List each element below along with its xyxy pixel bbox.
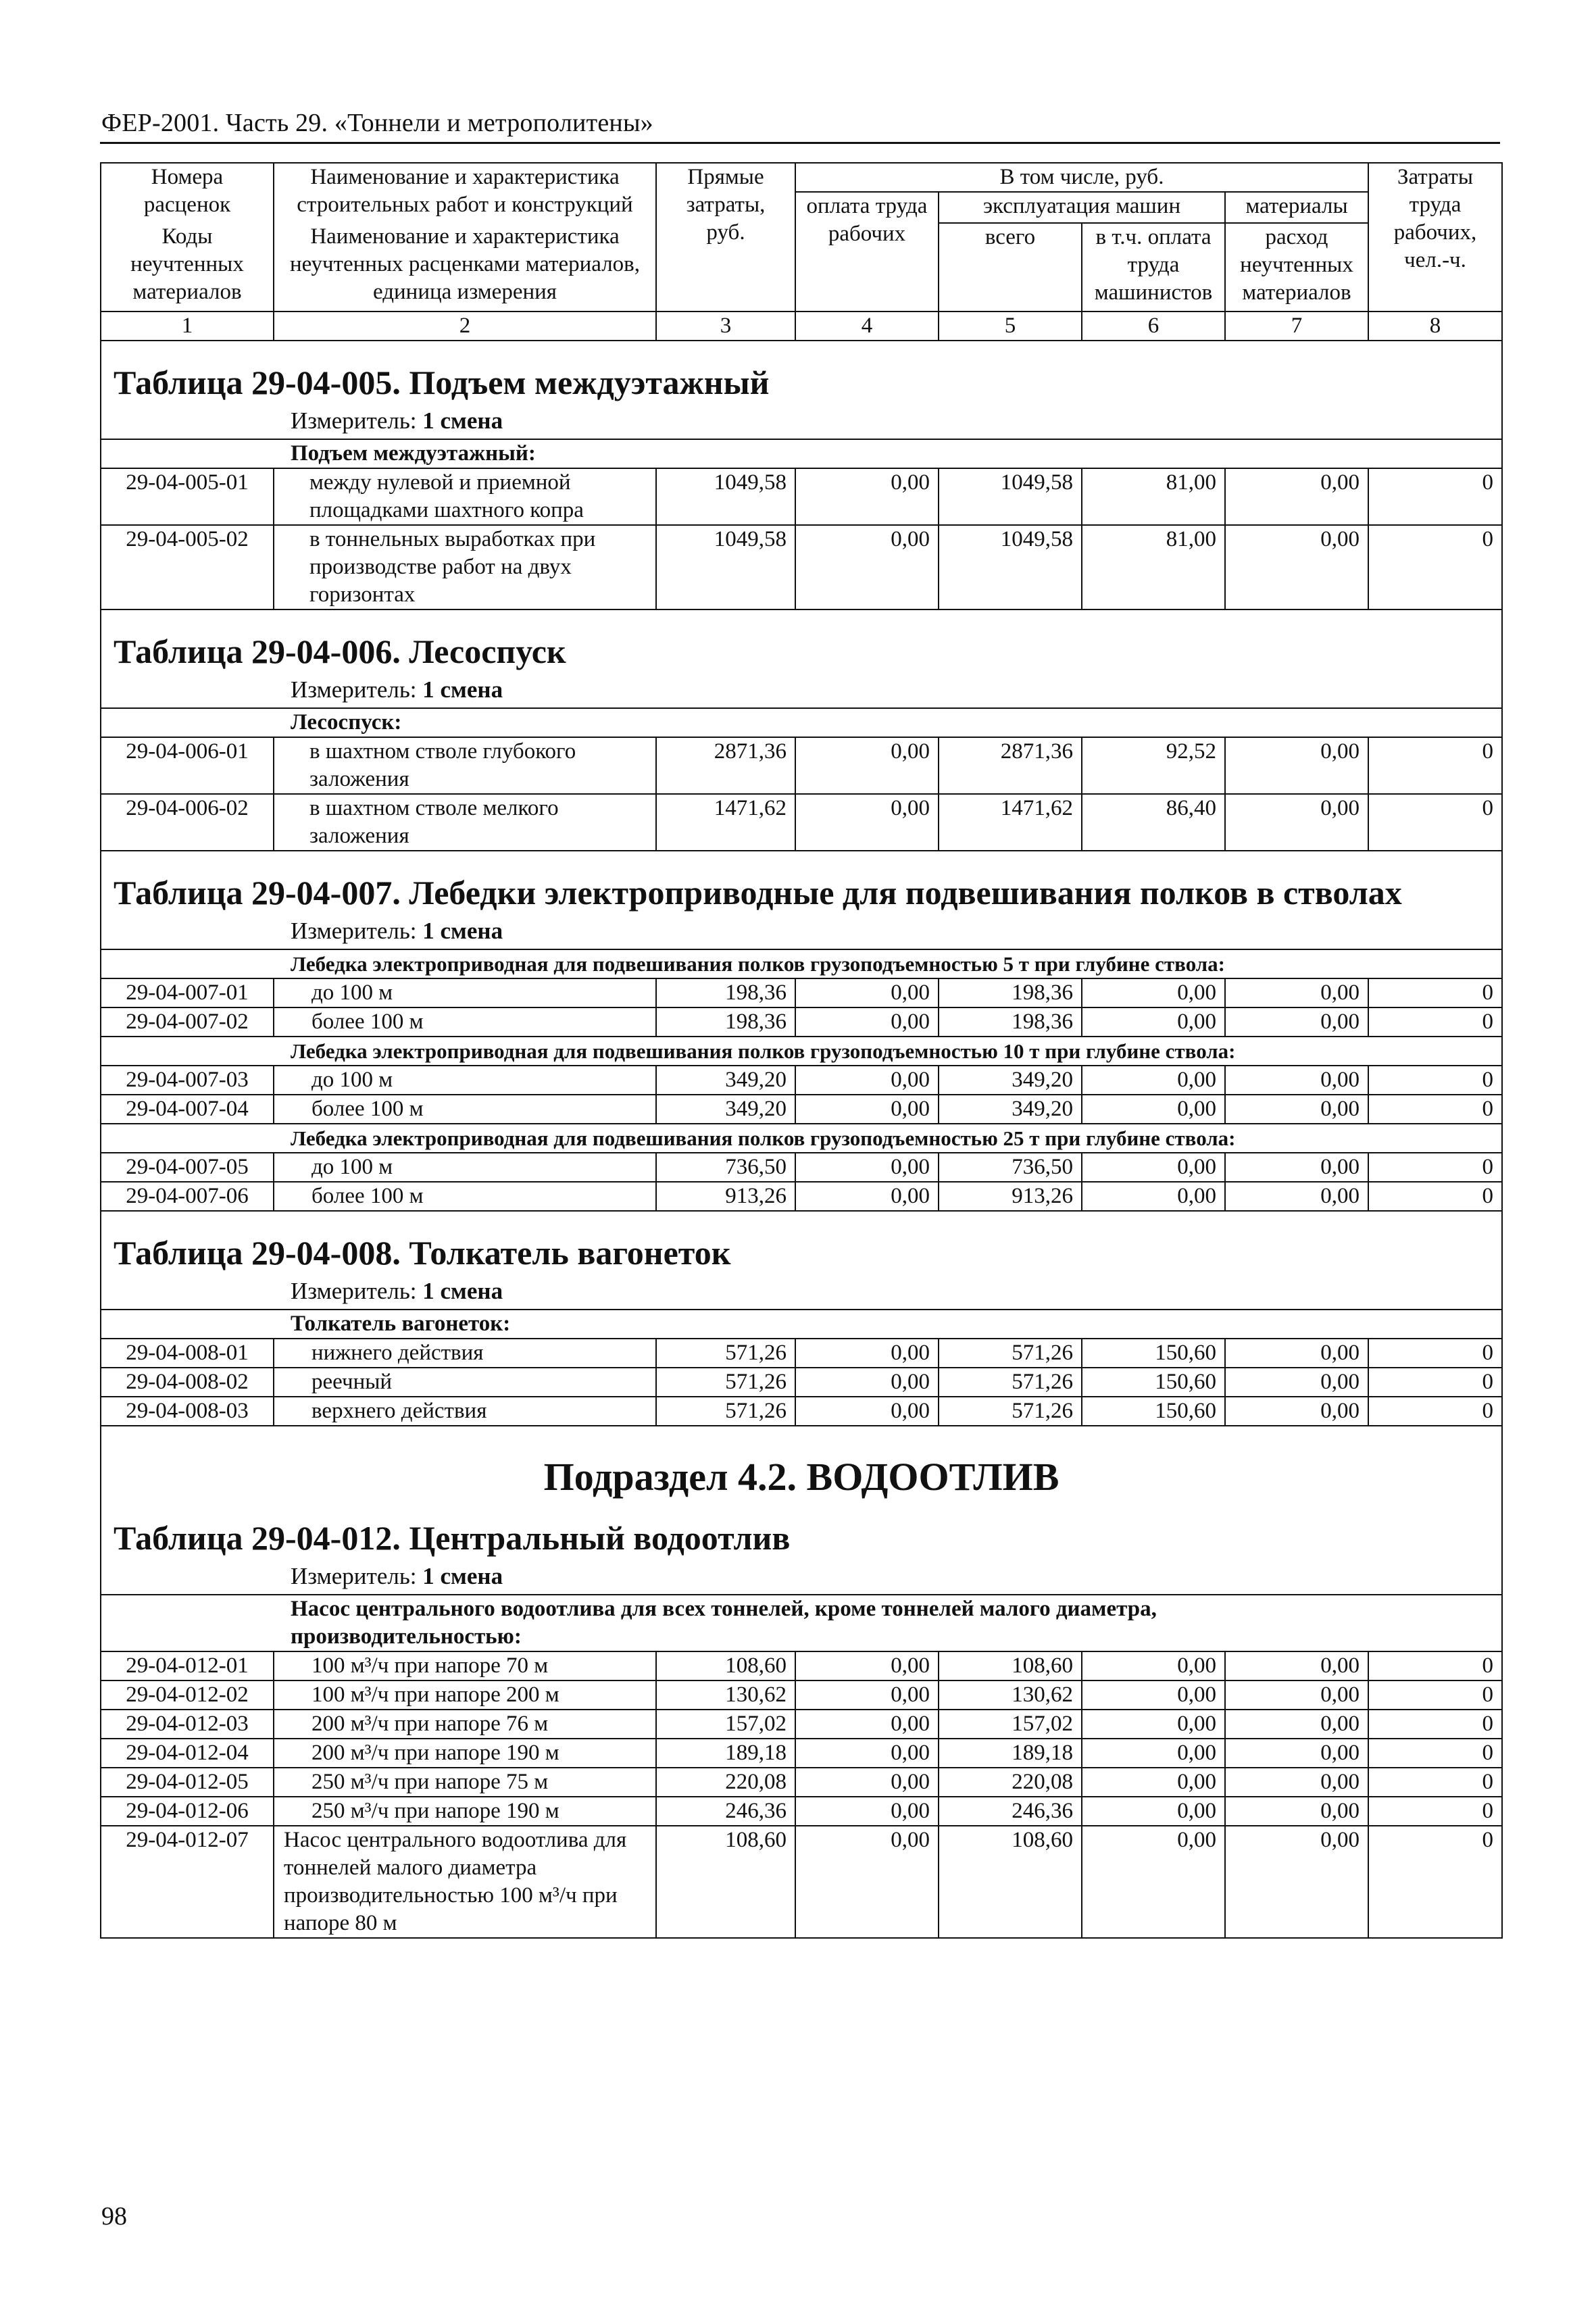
table-header-row xyxy=(101,163,1502,192)
meter-value: 1 смена xyxy=(422,1278,503,1304)
row-name: нижнего действия xyxy=(274,1339,656,1368)
col-num: 1 xyxy=(101,312,274,341)
row-mach-labor: 0,00 xyxy=(1082,1710,1225,1739)
row-labor: 0,00 xyxy=(795,1153,939,1182)
row-direct: 1471,62 xyxy=(656,794,795,851)
meter-012 xyxy=(101,1559,1501,1594)
header-materials-use: расход неучтенных материалов xyxy=(1225,223,1368,312)
row-mach-labor: 0,00 xyxy=(1082,1007,1225,1037)
row-code: 29-04-012-06 xyxy=(101,1797,274,1826)
row-labor: 0,00 xyxy=(795,525,939,609)
row-mach: 349,20 xyxy=(939,1095,1082,1124)
table-title-006: Таблица 29-04-006. Лесоспуск xyxy=(114,632,566,670)
row-labor: 0,00 xyxy=(795,1339,939,1368)
row-mat: 0,00 xyxy=(1225,1066,1368,1095)
table-row xyxy=(101,1651,1502,1681)
row-hours: 0 xyxy=(1368,737,1502,794)
row-name: до 100 м xyxy=(274,1153,656,1182)
meter-label: Измеритель: xyxy=(291,407,417,434)
row-name: 100 м³/ч при напоре 70 м xyxy=(274,1651,656,1681)
row-mat: 0,00 xyxy=(1225,978,1368,1007)
row-name: более 100 м xyxy=(274,1007,656,1037)
row-name: в шахтном стволе мелкого заложения xyxy=(274,794,656,851)
group-label: Лебедка электроприводная для подвешивания полков грузоподъемностью 5 т при глубине ствола: xyxy=(101,949,1502,978)
row-mach-labor: 0,00 xyxy=(1082,1095,1225,1124)
header-col1-bottom: Коды неучтенных материалов xyxy=(101,223,274,312)
row-mach-labor: 0,00 xyxy=(1082,1797,1225,1826)
row-mat: 0,00 xyxy=(1225,1710,1368,1739)
row-hours: 0 xyxy=(1368,978,1502,1007)
row-name: верхнего действия xyxy=(274,1397,656,1426)
row-direct: 2871,36 xyxy=(656,737,795,794)
meter-label: Измеритель: xyxy=(291,918,417,944)
row-mat: 0,00 xyxy=(1225,794,1368,851)
row-labor: 0,00 xyxy=(795,1681,939,1710)
table-title-007: Таблица 29-04-007. Лебедки электроприводные для подвешивания полков в стволах xyxy=(114,874,1402,912)
row-mach: 157,02 xyxy=(939,1710,1082,1739)
row-mat: 0,00 xyxy=(1225,1651,1368,1681)
col-num: 6 xyxy=(1082,312,1225,341)
row-code: 29-04-008-03 xyxy=(101,1397,274,1426)
row-mach: 1049,58 xyxy=(939,525,1082,609)
row-mach: 198,36 xyxy=(939,978,1082,1007)
row-mach-labor: 0,00 xyxy=(1082,1739,1225,1768)
row-labor: 0,00 xyxy=(795,468,939,525)
row-mach-labor: 0,00 xyxy=(1082,1066,1225,1095)
row-direct: 189,18 xyxy=(656,1739,795,1768)
row-direct: 1049,58 xyxy=(656,525,795,609)
table-row xyxy=(101,1095,1502,1124)
row-labor: 0,00 xyxy=(795,1095,939,1124)
row-name: в шахтном стволе глубокого заложения xyxy=(274,737,656,794)
table-row xyxy=(101,525,1502,609)
row-mat: 0,00 xyxy=(1225,525,1368,609)
group-row xyxy=(101,1037,1502,1066)
group-label: Лебедка электроприводная для подвешивания полков грузоподъемностью 10 т при глубине ствола: xyxy=(101,1037,1502,1066)
row-mach-labor: 81,00 xyxy=(1082,525,1225,609)
row-code: 29-04-005-02 xyxy=(101,525,274,609)
row-code: 29-04-008-02 xyxy=(101,1368,274,1397)
col-num: 7 xyxy=(1225,312,1368,341)
row-mach-labor: 0,00 xyxy=(1082,1153,1225,1182)
row-direct: 736,50 xyxy=(656,1153,795,1182)
table-row xyxy=(101,1681,1502,1710)
meter-value: 1 смена xyxy=(422,676,503,703)
page-number: 98 xyxy=(101,2202,127,2231)
row-direct: 130,62 xyxy=(656,1681,795,1710)
meter-label: Измеритель: xyxy=(291,1278,417,1304)
row-name: более 100 м xyxy=(274,1095,656,1124)
meter-value: 1 смена xyxy=(422,1563,503,1589)
row-labor: 0,00 xyxy=(795,1066,939,1095)
table-title-005: Таблица 29-04-005. Подъем междуэтажный xyxy=(114,364,770,401)
header-col2-top: Наименование и характеристика строительных работ и конструкций xyxy=(274,163,656,223)
row-name: 200 м³/ч при напоре 76 м xyxy=(274,1710,656,1739)
row-mach-labor: 0,00 xyxy=(1082,978,1225,1007)
table-row xyxy=(101,1066,1502,1095)
meter-value: 1 смена xyxy=(422,407,503,434)
table-row xyxy=(101,794,1502,851)
row-code: 29-04-007-04 xyxy=(101,1095,274,1124)
header-col2-bottom: Наименование и характеристика неучтенных расценками материалов, единица измерения xyxy=(274,223,656,312)
row-direct: 198,36 xyxy=(656,1007,795,1037)
row-mach: 571,26 xyxy=(939,1339,1082,1368)
row-direct: 571,26 xyxy=(656,1339,795,1368)
row-name: 250 м³/ч при напоре 75 м xyxy=(274,1768,656,1797)
row-name: 250 м³/ч при напоре 190 м xyxy=(274,1797,656,1826)
row-code: 29-04-007-06 xyxy=(101,1182,274,1211)
row-labor: 0,00 xyxy=(795,1768,939,1797)
group-row xyxy=(101,949,1502,978)
row-labor: 0,00 xyxy=(795,737,939,794)
row-mach-labor: 0,00 xyxy=(1082,1826,1225,1938)
row-mach-labor: 150,60 xyxy=(1082,1397,1225,1426)
row-name: реечный xyxy=(274,1368,656,1397)
row-code: 29-04-007-02 xyxy=(101,1007,274,1037)
group-row xyxy=(101,439,1502,468)
row-hours: 0 xyxy=(1368,1066,1502,1095)
row-code: 29-04-012-05 xyxy=(101,1768,274,1797)
row-direct: 198,36 xyxy=(656,978,795,1007)
row-mach: 1471,62 xyxy=(939,794,1082,851)
table-row xyxy=(101,1797,1502,1826)
row-hours: 0 xyxy=(1368,468,1502,525)
row-mach: 220,08 xyxy=(939,1768,1082,1797)
row-code: 29-04-012-04 xyxy=(101,1739,274,1768)
row-labor: 0,00 xyxy=(795,1710,939,1739)
row-direct: 108,60 xyxy=(656,1826,795,1938)
table-row xyxy=(101,1007,1502,1037)
header-machines-total: всего xyxy=(939,223,1082,312)
header-materials: материалы xyxy=(1225,192,1368,223)
row-code: 29-04-007-03 xyxy=(101,1066,274,1095)
row-hours: 0 xyxy=(1368,1681,1502,1710)
table-row xyxy=(101,978,1502,1007)
row-direct: 349,20 xyxy=(656,1095,795,1124)
row-mat: 0,00 xyxy=(1225,1182,1368,1211)
row-mach-labor: 150,60 xyxy=(1082,1339,1225,1368)
table-row xyxy=(101,1339,1502,1368)
row-hours: 0 xyxy=(1368,1007,1502,1037)
row-hours: 0 xyxy=(1368,1095,1502,1124)
row-mat: 0,00 xyxy=(1225,737,1368,794)
row-direct: 246,36 xyxy=(656,1797,795,1826)
meter-label: Измеритель: xyxy=(291,1563,417,1589)
price-table xyxy=(100,162,1503,1939)
row-hours: 0 xyxy=(1368,1368,1502,1397)
row-mat: 0,00 xyxy=(1225,1739,1368,1768)
table-row xyxy=(101,1768,1502,1797)
row-labor: 0,00 xyxy=(795,1182,939,1211)
row-mach: 198,36 xyxy=(939,1007,1082,1037)
row-mat: 0,00 xyxy=(1225,1339,1368,1368)
row-hours: 0 xyxy=(1368,1739,1502,1768)
row-mach: 571,26 xyxy=(939,1368,1082,1397)
table-row xyxy=(101,1397,1502,1426)
row-direct: 913,26 xyxy=(656,1182,795,1211)
row-mach: 108,60 xyxy=(939,1826,1082,1938)
row-name: Насос центрального водоотлива для тоннелей малого диаметра производительностью 100 м³/ч при напоре 80 м xyxy=(274,1826,656,1938)
row-code: 29-04-007-01 xyxy=(101,978,274,1007)
row-name: до 100 м xyxy=(274,1066,656,1095)
table-title-008: Таблица 29-04-008. Толкатель вагонеток xyxy=(114,1234,731,1272)
row-code: 29-04-005-01 xyxy=(101,468,274,525)
header-labor: оплата труда рабочих xyxy=(795,192,939,312)
header-direct: Прямые затраты, руб. xyxy=(656,163,795,312)
header-rule xyxy=(100,142,1500,144)
group-label: Насос центрального водоотлива для всех тоннелей, кроме тоннелей малого диаметра, производительностью: xyxy=(101,1595,1502,1651)
meter-007 xyxy=(101,914,1501,949)
row-hours: 0 xyxy=(1368,525,1502,609)
row-code: 29-04-012-07 xyxy=(101,1826,274,1938)
row-direct: 157,02 xyxy=(656,1710,795,1739)
row-mat: 0,00 xyxy=(1225,1007,1368,1037)
group-label: Толкатель вагонеток: xyxy=(101,1310,1502,1339)
row-labor: 0,00 xyxy=(795,1797,939,1826)
row-mat: 0,00 xyxy=(1225,1681,1368,1710)
table-row xyxy=(101,1739,1502,1768)
row-hours: 0 xyxy=(1368,1397,1502,1426)
group-row xyxy=(101,708,1502,737)
row-hours: 0 xyxy=(1368,1651,1502,1681)
col-num: 8 xyxy=(1368,312,1502,341)
row-hours: 0 xyxy=(1368,1768,1502,1797)
row-mach-labor: 0,00 xyxy=(1082,1681,1225,1710)
row-code: 29-04-006-02 xyxy=(101,794,274,851)
table-row xyxy=(101,737,1502,794)
row-labor: 0,00 xyxy=(795,1739,939,1768)
row-mat: 0,00 xyxy=(1225,1768,1368,1797)
group-row xyxy=(101,1310,1502,1339)
col-num: 5 xyxy=(939,312,1082,341)
table-title-012: Таблица 29-04-012. Центральный водоотлив xyxy=(114,1519,791,1557)
table-row xyxy=(101,1826,1502,1938)
col-num: 2 xyxy=(274,312,656,341)
meter-008 xyxy=(101,1274,1501,1309)
row-hours: 0 xyxy=(1368,1797,1502,1826)
row-mach: 246,36 xyxy=(939,1797,1082,1826)
row-labor: 0,00 xyxy=(795,978,939,1007)
header-col1-top: Номера расценок xyxy=(101,163,274,223)
table-row xyxy=(101,468,1502,525)
row-labor: 0,00 xyxy=(795,1651,939,1681)
meter-value: 1 смена xyxy=(422,918,503,944)
row-labor: 0,00 xyxy=(795,1368,939,1397)
row-mach: 108,60 xyxy=(939,1651,1082,1681)
header-labor-cost: Затраты труда рабочих, чел.-ч. xyxy=(1368,163,1502,312)
row-hours: 0 xyxy=(1368,1339,1502,1368)
row-labor: 0,00 xyxy=(795,1826,939,1938)
meter-006 xyxy=(101,672,1501,707)
column-numbers-row xyxy=(101,312,1502,341)
row-mat: 0,00 xyxy=(1225,1153,1368,1182)
meter-label: Измеритель: xyxy=(291,676,417,703)
col-num: 3 xyxy=(656,312,795,341)
group-row xyxy=(101,1595,1502,1651)
row-direct: 571,26 xyxy=(656,1397,795,1426)
row-direct: 108,60 xyxy=(656,1651,795,1681)
row-hours: 0 xyxy=(1368,1826,1502,1938)
running-head: ФЕР-2001. Часть 29. «Тоннели и метрополитены» xyxy=(101,109,653,137)
row-mat: 0,00 xyxy=(1225,1826,1368,1938)
meter-005 xyxy=(101,403,1501,439)
row-mach: 1049,58 xyxy=(939,468,1082,525)
row-name: до 100 м xyxy=(274,978,656,1007)
row-mach: 571,26 xyxy=(939,1397,1082,1426)
row-mach-labor: 0,00 xyxy=(1082,1768,1225,1797)
row-code: 29-04-008-01 xyxy=(101,1339,274,1368)
row-mach: 349,20 xyxy=(939,1066,1082,1095)
table-row xyxy=(101,1710,1502,1739)
row-mach-labor: 150,60 xyxy=(1082,1368,1225,1397)
header-machines-labor: в т.ч. оплата труда машинистов xyxy=(1082,223,1225,312)
group-label: Лебедка электроприводная для подвешивания полков грузоподъемностью 25 т при глубине ствола: xyxy=(101,1124,1502,1153)
row-labor: 0,00 xyxy=(795,1397,939,1426)
row-direct: 571,26 xyxy=(656,1368,795,1397)
row-direct: 1049,58 xyxy=(656,468,795,525)
row-mat: 0,00 xyxy=(1225,1797,1368,1826)
row-name: между нулевой и приемной площадками шахтного копра xyxy=(274,468,656,525)
row-name: 200 м³/ч при напоре 190 м xyxy=(274,1739,656,1768)
row-mach: 130,62 xyxy=(939,1681,1082,1710)
row-mach-labor: 0,00 xyxy=(1082,1182,1225,1211)
row-direct: 220,08 xyxy=(656,1768,795,1797)
group-label: Подъем междуэтажный: xyxy=(101,439,1502,468)
row-hours: 0 xyxy=(1368,1153,1502,1182)
header-machines: эксплуатация машин xyxy=(939,192,1225,223)
group-row xyxy=(101,1124,1502,1153)
row-mat: 0,00 xyxy=(1225,468,1368,525)
row-mach: 189,18 xyxy=(939,1739,1082,1768)
row-mach: 2871,36 xyxy=(939,737,1082,794)
row-labor: 0,00 xyxy=(795,1007,939,1037)
row-name: 100 м³/ч при напоре 200 м xyxy=(274,1681,656,1710)
table-row xyxy=(101,1182,1502,1211)
row-mach-labor: 81,00 xyxy=(1082,468,1225,525)
subsection-title: Подраздел 4.2. ВОДООТЛИВ xyxy=(543,1455,1059,1499)
row-mat: 0,00 xyxy=(1225,1368,1368,1397)
row-mach: 913,26 xyxy=(939,1182,1082,1211)
row-name: в тоннельных выработках при производстве работ на двух горизонтах xyxy=(274,525,656,609)
table-row xyxy=(101,1153,1502,1182)
row-mach-labor: 0,00 xyxy=(1082,1651,1225,1681)
row-mat: 0,00 xyxy=(1225,1397,1368,1426)
row-mach-labor: 86,40 xyxy=(1082,794,1225,851)
group-label: Лесоспуск: xyxy=(101,708,1502,737)
row-code: 29-04-012-01 xyxy=(101,1651,274,1681)
row-code: 29-04-012-03 xyxy=(101,1710,274,1739)
row-name: более 100 м xyxy=(274,1182,656,1211)
row-code: 29-04-006-01 xyxy=(101,737,274,794)
row-labor: 0,00 xyxy=(795,794,939,851)
row-code: 29-04-007-05 xyxy=(101,1153,274,1182)
col-num: 4 xyxy=(795,312,939,341)
row-hours: 0 xyxy=(1368,794,1502,851)
row-hours: 0 xyxy=(1368,1710,1502,1739)
table-row xyxy=(101,1368,1502,1397)
row-code: 29-04-012-02 xyxy=(101,1681,274,1710)
row-mach-labor: 92,52 xyxy=(1082,737,1225,794)
header-incl: В том числе, руб. xyxy=(795,163,1368,192)
row-hours: 0 xyxy=(1368,1182,1502,1211)
row-mat: 0,00 xyxy=(1225,1095,1368,1124)
row-mach: 736,50 xyxy=(939,1153,1082,1182)
row-direct: 349,20 xyxy=(656,1066,795,1095)
